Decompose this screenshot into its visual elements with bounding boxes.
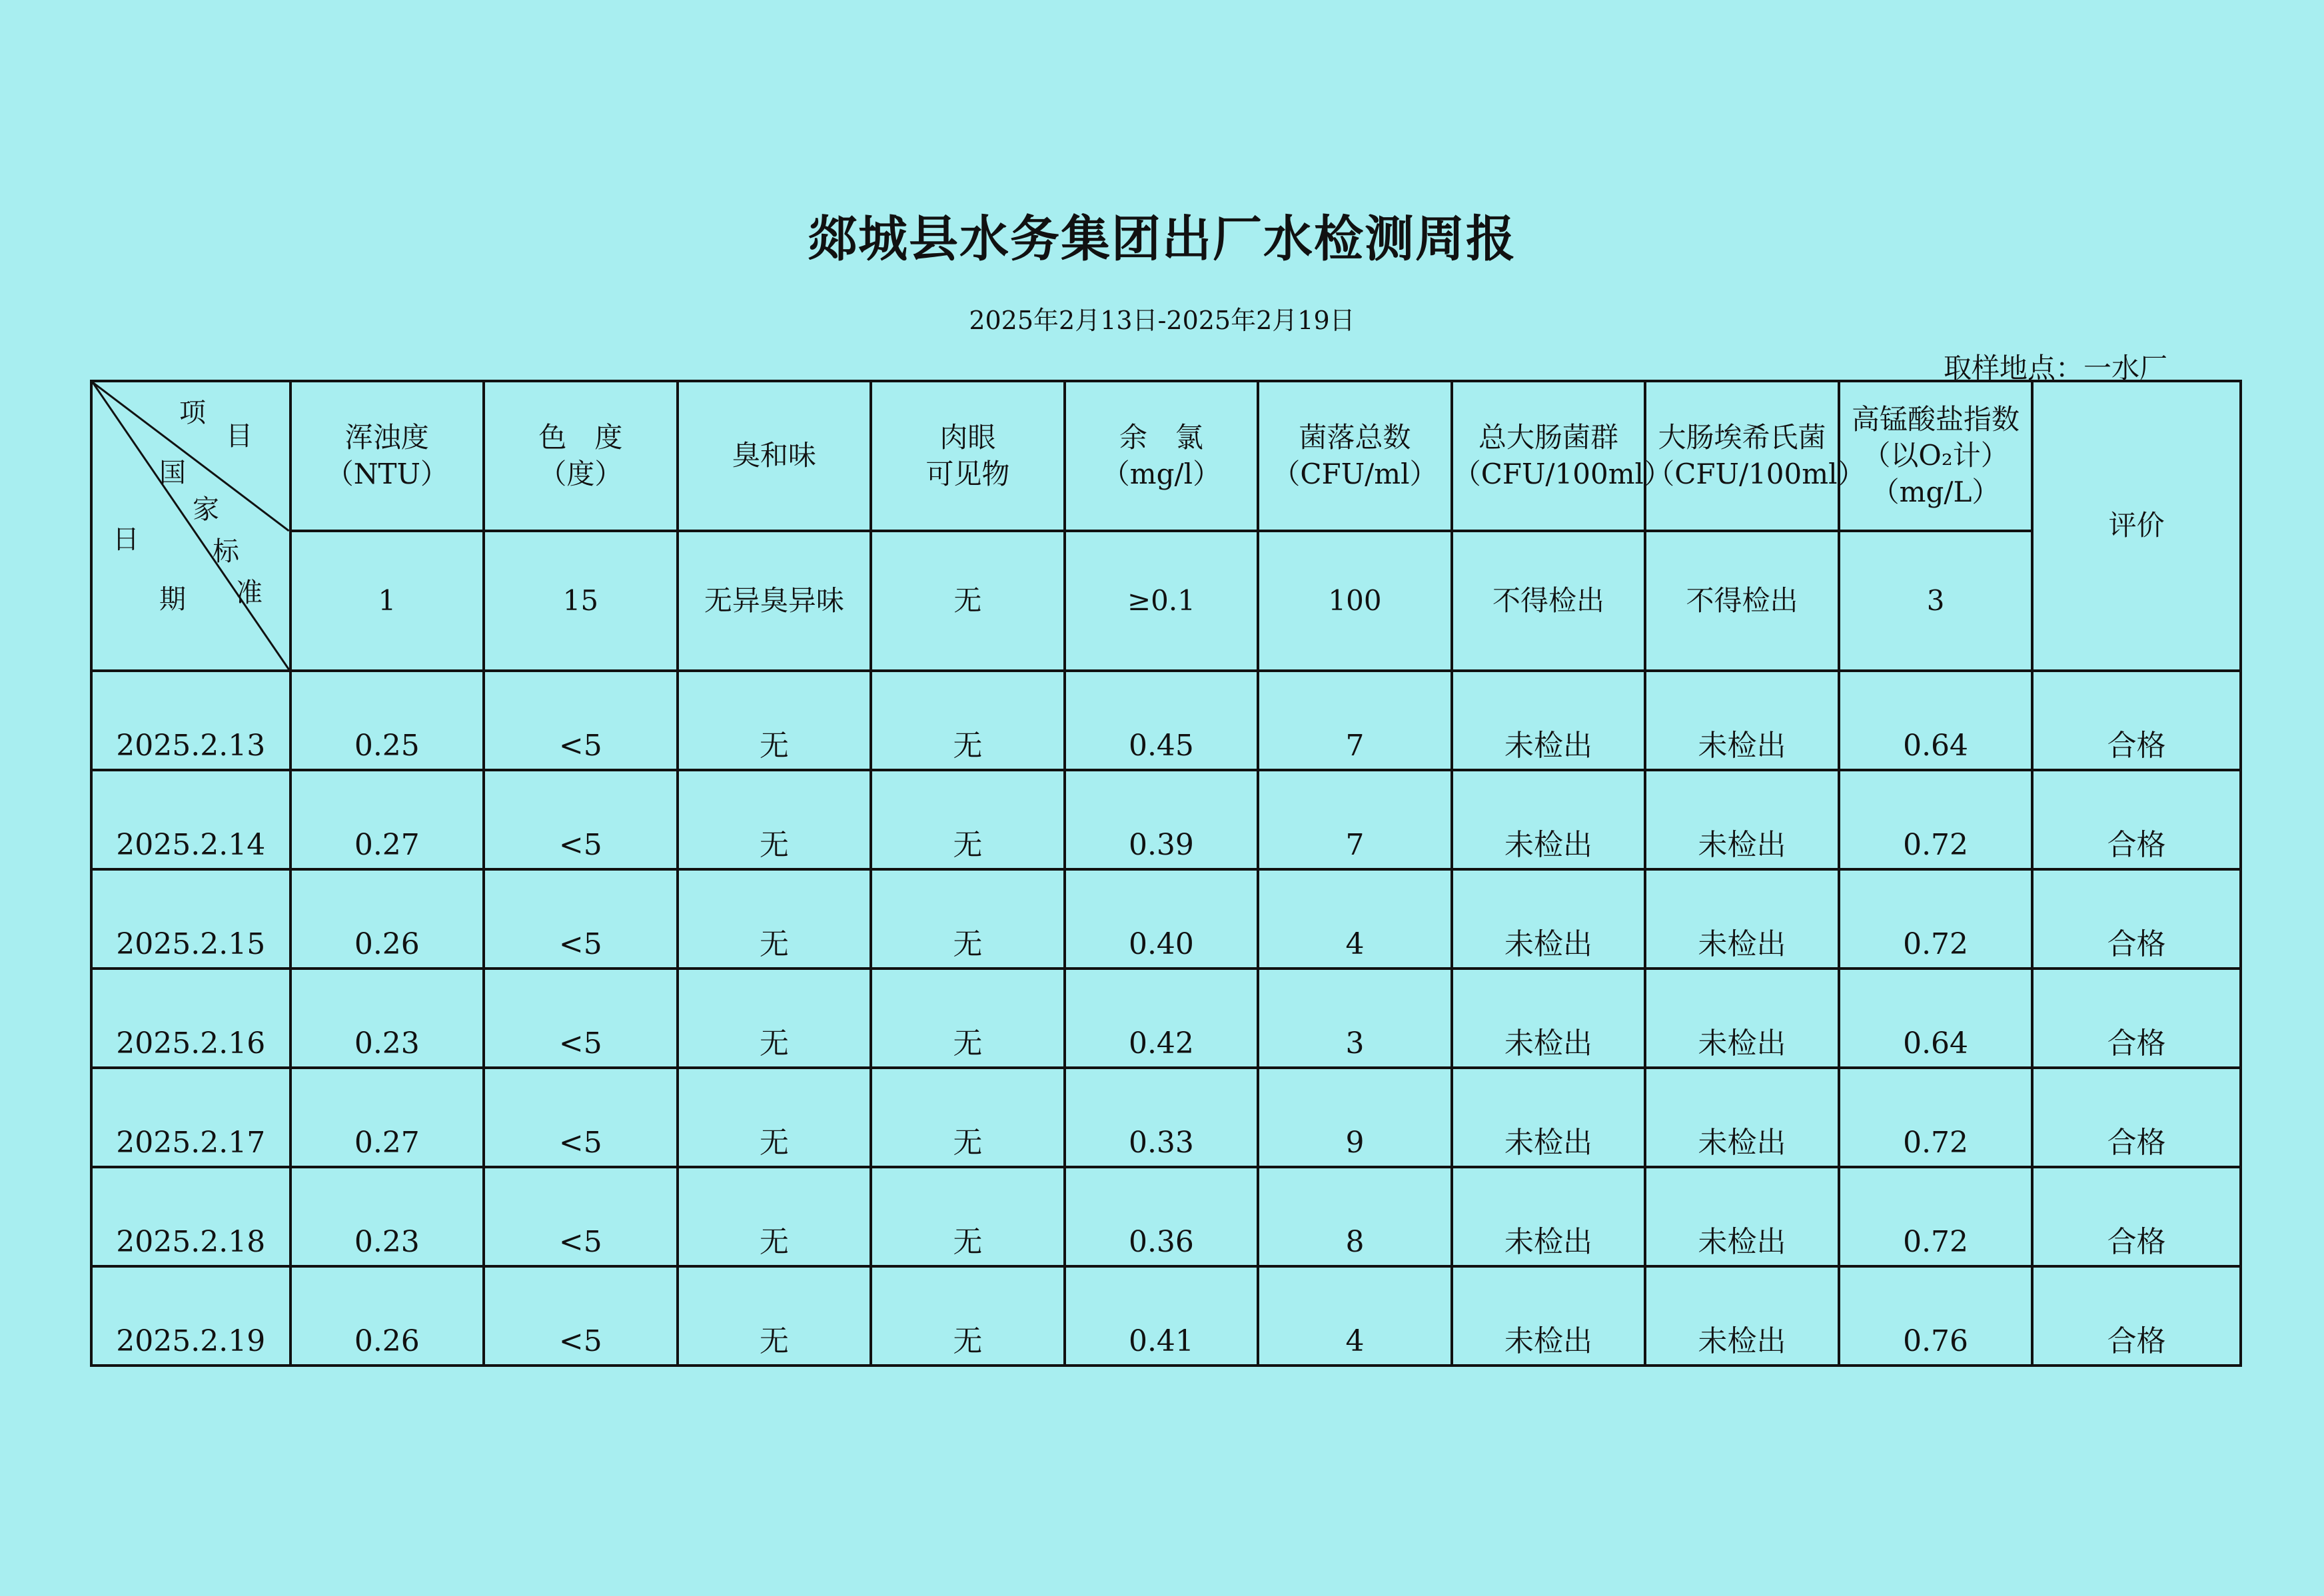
water-quality-table [90,380,2242,1367]
row-value: <5 [484,770,678,869]
row-value: 未检出 [1452,1167,1646,1266]
row-value: 无 [678,671,872,770]
row-value: 未检出 [1452,671,1646,770]
row-value: 7 [1258,770,1452,869]
standard-value: 不得检出 [1452,531,1646,671]
row-value: 0.26 [290,869,484,969]
row-value: 0.42 [1065,969,1259,1068]
row-result: 合格 [2032,1068,2241,1167]
row-value: 4 [1258,1266,1452,1366]
header-residual-chlorine: 余 氯 （mg/l） [1065,381,1259,531]
table-row [91,770,2241,869]
row-value: 0.40 [1065,869,1259,969]
row-value: 0.25 [290,671,484,770]
row-value: 0.27 [290,1068,484,1167]
row-value: 未检出 [1645,1266,1839,1366]
row-value: 0.33 [1065,1068,1259,1167]
table-row [91,869,2241,969]
row-value: 未检出 [1645,869,1839,969]
standard-value: 无 [871,531,1065,671]
row-value: 无 [871,969,1065,1068]
row-result: 合格 [2032,969,2241,1068]
header-odor: 臭和味 [678,381,872,531]
row-value: 无 [871,770,1065,869]
corner-item-char-2: 目 [226,421,253,452]
table-row [91,1167,2241,1266]
table-row [91,969,2241,1068]
row-value: 0.39 [1065,770,1259,869]
standard-value: 15 [484,531,678,671]
row-value: 0.72 [1839,869,2033,969]
row-result: 合格 [2032,1266,2241,1366]
row-date: 2025.2.19 [91,1266,290,1366]
header-ecoli: 大肠埃希氏菌 （CFU/100ml） [1645,381,1839,531]
row-value: 0.72 [1839,1167,2033,1266]
corner-std-char-3: 标 [213,536,239,567]
row-value: 0.41 [1065,1266,1259,1366]
row-value: <5 [484,969,678,1068]
corner-std-char-1: 国 [159,458,186,488]
row-date: 2025.2.13 [91,671,290,770]
standard-value: 无异臭异味 [678,531,872,671]
row-value: <5 [484,1167,678,1266]
header-row [91,381,2241,531]
header-visible-matter: 肉眼 可见物 [871,381,1065,531]
row-date: 2025.2.16 [91,969,290,1068]
corner-header-cell [91,381,290,671]
standard-value: 不得检出 [1645,531,1839,671]
corner-date-char-2: 期 [159,584,186,615]
row-value: 无 [871,1068,1065,1167]
row-value: 未检出 [1452,1266,1646,1366]
row-date: 2025.2.18 [91,1167,290,1266]
row-result: 合格 [2032,1167,2241,1266]
row-value: 未检出 [1452,869,1646,969]
row-value: 9 [1258,1068,1452,1167]
table-row [91,671,2241,770]
report-title: 郯城县水务集团出厂水检测周报 [808,210,1516,268]
row-value: 无 [871,671,1065,770]
row-result: 合格 [2032,671,2241,770]
standard-value: ≥0.1 [1065,531,1259,671]
header-colony-count: 菌落总数 （CFU/ml） [1258,381,1452,531]
corner-date-char-1: 日 [113,524,139,555]
row-value: 未检出 [1452,770,1646,869]
report-date-range: 2025年2月13日-2025年2月19日 [969,306,1355,335]
row-value: 未检出 [1645,671,1839,770]
row-date: 2025.2.14 [91,770,290,869]
sampling-location: 取样地点：一水厂 [1943,352,2167,384]
corner-std-char-4: 准 [236,578,263,608]
row-value: 无 [678,770,872,869]
row-value: <5 [484,1266,678,1366]
row-value: 0.23 [290,1167,484,1266]
row-value: <5 [484,671,678,770]
row-value: 0.23 [290,969,484,1068]
header-permanganate-index: 高锰酸盐指数 （以O₂计） （mg/L） [1839,381,2033,531]
row-result: 合格 [2032,770,2241,869]
row-value: 无 [871,1266,1065,1366]
standard-value: 1 [290,531,484,671]
standards-row [91,531,2241,671]
corner-item-char-1: 项 [179,398,206,428]
row-value: 0.26 [290,1266,484,1366]
row-value: 无 [871,869,1065,969]
table-row [91,1068,2241,1167]
row-value: <5 [484,1068,678,1167]
row-value: 0.45 [1065,671,1259,770]
row-date: 2025.2.17 [91,1068,290,1167]
standard-value: 3 [1839,531,2033,671]
row-value: 无 [678,869,872,969]
header-total-coliform: 总大肠菌群 （CFU/100ml） [1452,381,1646,531]
row-value: <5 [484,869,678,969]
row-value: 0.72 [1839,1068,2033,1167]
header-evaluation: 评价 [2032,381,2241,671]
row-value: 未检出 [1645,770,1839,869]
row-value: 未检出 [1645,969,1839,1068]
header-turbidity: 浑浊度 （NTU） [290,381,484,531]
row-value: 0.76 [1839,1266,2033,1366]
row-value: 无 [678,969,872,1068]
row-value: 未检出 [1645,1167,1839,1266]
row-value: 3 [1258,969,1452,1068]
table-row [91,1266,2241,1366]
row-value: 未检出 [1645,1068,1839,1167]
row-value: 0.27 [290,770,484,869]
row-value: 0.36 [1065,1167,1259,1266]
standard-value: 100 [1258,531,1452,671]
row-value: 无 [678,1068,872,1167]
row-value: 无 [678,1266,872,1366]
row-value: 无 [678,1167,872,1266]
row-value: 8 [1258,1167,1452,1266]
corner-std-char-2: 家 [193,494,219,525]
row-result: 合格 [2032,869,2241,969]
row-value: 4 [1258,869,1452,969]
row-value: 无 [871,1167,1065,1266]
row-value: 未检出 [1452,969,1646,1068]
row-value: 0.64 [1839,969,2033,1068]
row-value: 7 [1258,671,1452,770]
row-value: 0.64 [1839,671,2033,770]
row-value: 0.72 [1839,770,2033,869]
row-date: 2025.2.15 [91,869,290,969]
row-value: 未检出 [1452,1068,1646,1167]
header-color: 色 度 （度） [484,381,678,531]
